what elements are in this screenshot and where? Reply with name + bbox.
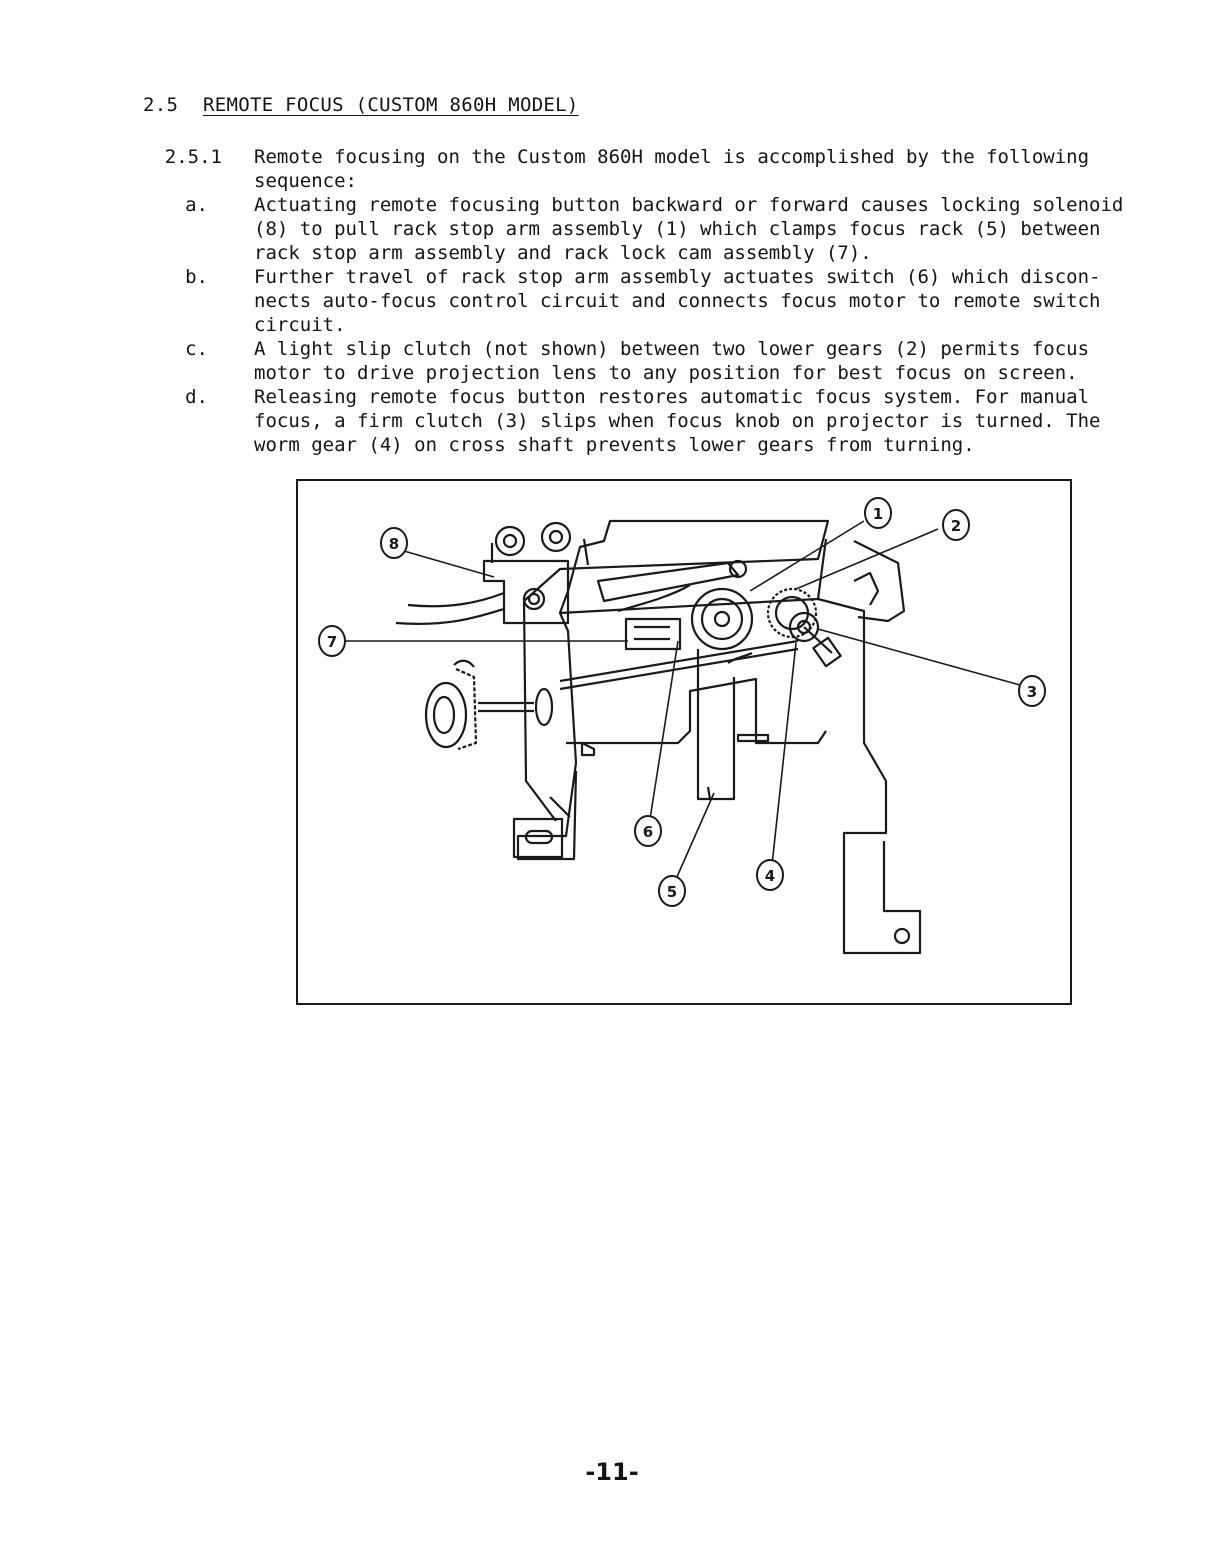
page-number: -11- [585,1458,639,1486]
leader-3 [818,629,1020,685]
step-text: Further travel of rack stop arm assembly actuates switch (6) which discon- nects auto-focus control circuit and connects focus motor to remote switch circuit. [254,266,1101,336]
solenoid-wires [408,593,504,606]
mechanism-illustration [296,479,1072,1005]
callout-number: 2 [950,517,962,535]
callout-number: 5 [666,883,678,901]
callout-number: 1 [872,505,884,523]
step-text: Actuating remote focusing button backward or forward causes locking solenoid (8) to pull rack stop arm assembly (1) which clamps focus rack (5) between rack stop arm assembly and rack lock cam assembly (7). [254,194,1124,264]
leader-5 [676,793,714,879]
callout-number: 6 [642,823,654,841]
switch [626,619,680,649]
mechanism-drawing [298,481,1072,1005]
callout-number: 4 [764,867,776,885]
section-title: REMOTE FOCUS (CUSTOM 860H MODEL) [203,94,579,116]
section-heading [143,94,579,116]
focus-rack [698,649,734,799]
step-text: Releasing remote focus button restores automatic focus system. For manual focus, a firm clutch (3) slips when focus knob on projector is turned. The worm gear (4) on cross shaft prevents lower gears from turning. [254,386,1101,456]
focus-knob [426,683,466,747]
right-bracket [818,599,920,953]
step-label: a. [185,194,208,216]
step-text: A light slip clutch (not shown) between two lower gears (2) permits focus motor to drive projection lens to any position for best focus on screen. [254,338,1090,384]
left-foot [514,819,562,857]
subsection-text: Remote focusing on the Custom 860H model is accomplished by the following sequence: [254,146,1090,192]
section-number: 2.5 [143,94,179,116]
step-label: c. [185,338,208,360]
step-label: b. [185,266,208,288]
leader-4 [772,643,796,865]
leader-1 [750,521,864,591]
callout-number: 8 [388,535,400,553]
step-label: d. [185,386,208,408]
leader-8 [404,551,494,577]
callout-number: 3 [1026,683,1038,701]
callout-number: 7 [326,633,338,651]
subsection-number: 2.5.1 [164,146,222,168]
leader-6 [650,641,678,819]
